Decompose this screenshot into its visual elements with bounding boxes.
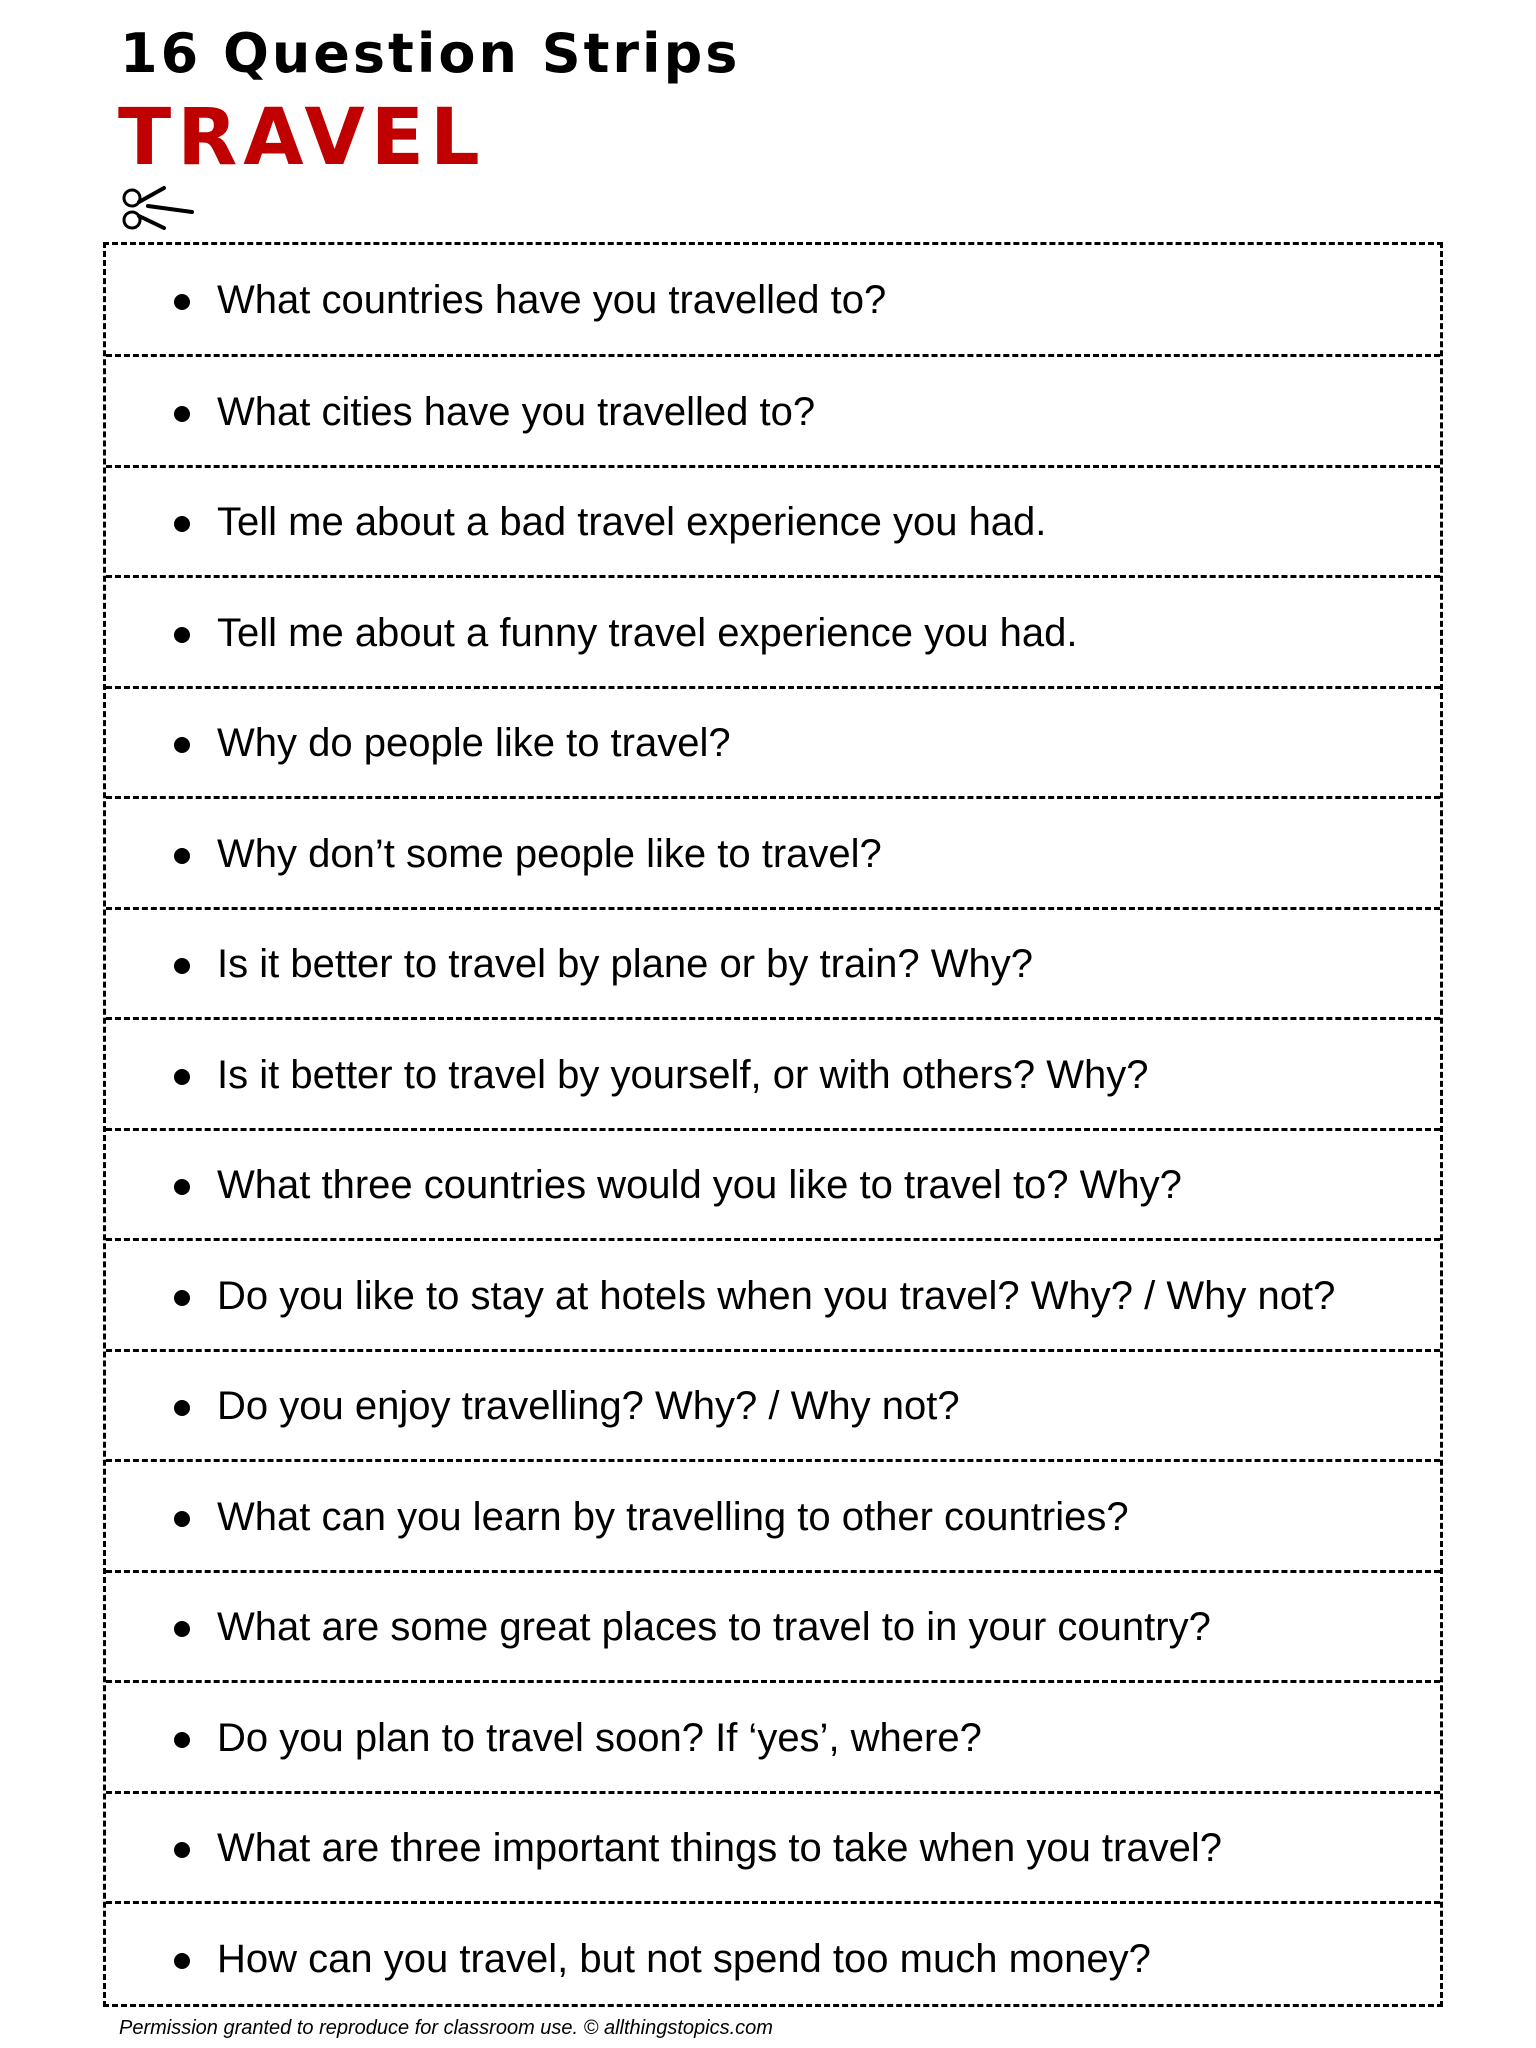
bullet-icon bbox=[174, 1621, 190, 1637]
bullet-icon bbox=[174, 848, 190, 864]
question-text: What are some great places to travel to in your country? bbox=[217, 1605, 1211, 1649]
bullet-icon bbox=[174, 958, 190, 974]
question-strip bbox=[106, 575, 1440, 687]
question-strip bbox=[106, 1017, 1440, 1129]
question-strip bbox=[106, 1680, 1440, 1792]
page-title: 16 Question Strips bbox=[120, 22, 741, 85]
bullet-icon bbox=[174, 516, 190, 532]
question-strip bbox=[106, 354, 1440, 466]
question-strip bbox=[106, 1570, 1440, 1682]
question-text: What three countries would you like to travel to? Why? bbox=[217, 1163, 1182, 1207]
question-strip bbox=[106, 1901, 1440, 2013]
bullet-icon bbox=[174, 1179, 190, 1195]
bullet-icon bbox=[174, 1511, 190, 1527]
question-text: How can you travel, but not spend too much money? bbox=[217, 1936, 1151, 1981]
question-text: What can you learn by travelling to other countries? bbox=[217, 1494, 1129, 1539]
question-text: Do you like to stay at hotels when you travel? Why? / Why not? bbox=[217, 1273, 1336, 1318]
question-text: What are three important things to take when you travel? bbox=[217, 1826, 1222, 1870]
question-text: What cities have you travelled to? bbox=[217, 389, 816, 434]
scissors-icon bbox=[118, 178, 198, 238]
bullet-icon bbox=[174, 627, 190, 643]
question-text: What countries have you travelled to? bbox=[217, 278, 887, 323]
question-text: Tell me about a bad travel experience you had. bbox=[217, 500, 1047, 544]
question-strip bbox=[106, 686, 1440, 798]
question-strip bbox=[106, 796, 1440, 908]
bullet-icon bbox=[174, 294, 190, 310]
bullet-icon bbox=[174, 1069, 190, 1085]
question-strip bbox=[106, 245, 1440, 356]
question-strip bbox=[106, 1349, 1440, 1461]
bullet-icon bbox=[174, 406, 190, 422]
bullet-icon bbox=[174, 737, 190, 753]
question-strips bbox=[103, 242, 1443, 2007]
question-strip bbox=[106, 907, 1440, 1019]
question-text: Why do people like to travel? bbox=[217, 721, 731, 765]
question-strip bbox=[106, 1791, 1440, 1903]
question-text: Why don’t some people like to travel? bbox=[217, 831, 882, 876]
bullet-icon bbox=[174, 1290, 190, 1306]
bullet-icon bbox=[174, 1400, 190, 1416]
question-strip bbox=[106, 1238, 1440, 1350]
question-text: Tell me about a funny travel experience you had. bbox=[217, 610, 1078, 655]
question-text: Do you enjoy travelling? Why? / Why not? bbox=[217, 1384, 960, 1428]
bullet-icon bbox=[174, 1732, 190, 1748]
question-strip bbox=[106, 1128, 1440, 1240]
question-text: Is it better to travel by plane or by train? Why? bbox=[217, 942, 1033, 986]
question-text: Do you plan to travel soon? If ‘yes’, where? bbox=[217, 1715, 982, 1760]
footer-copyright: Permission granted to reproduce for classroom use. © allthingstopics.com bbox=[119, 2017, 773, 2039]
question-strip bbox=[106, 1459, 1440, 1571]
question-text: Is it better to travel by yourself, or with others? Why? bbox=[217, 1052, 1149, 1097]
question-strip bbox=[106, 465, 1440, 577]
topic-title: TRAVEL bbox=[118, 93, 486, 183]
bullet-icon bbox=[174, 1842, 190, 1858]
bullet-icon bbox=[174, 1953, 190, 1969]
